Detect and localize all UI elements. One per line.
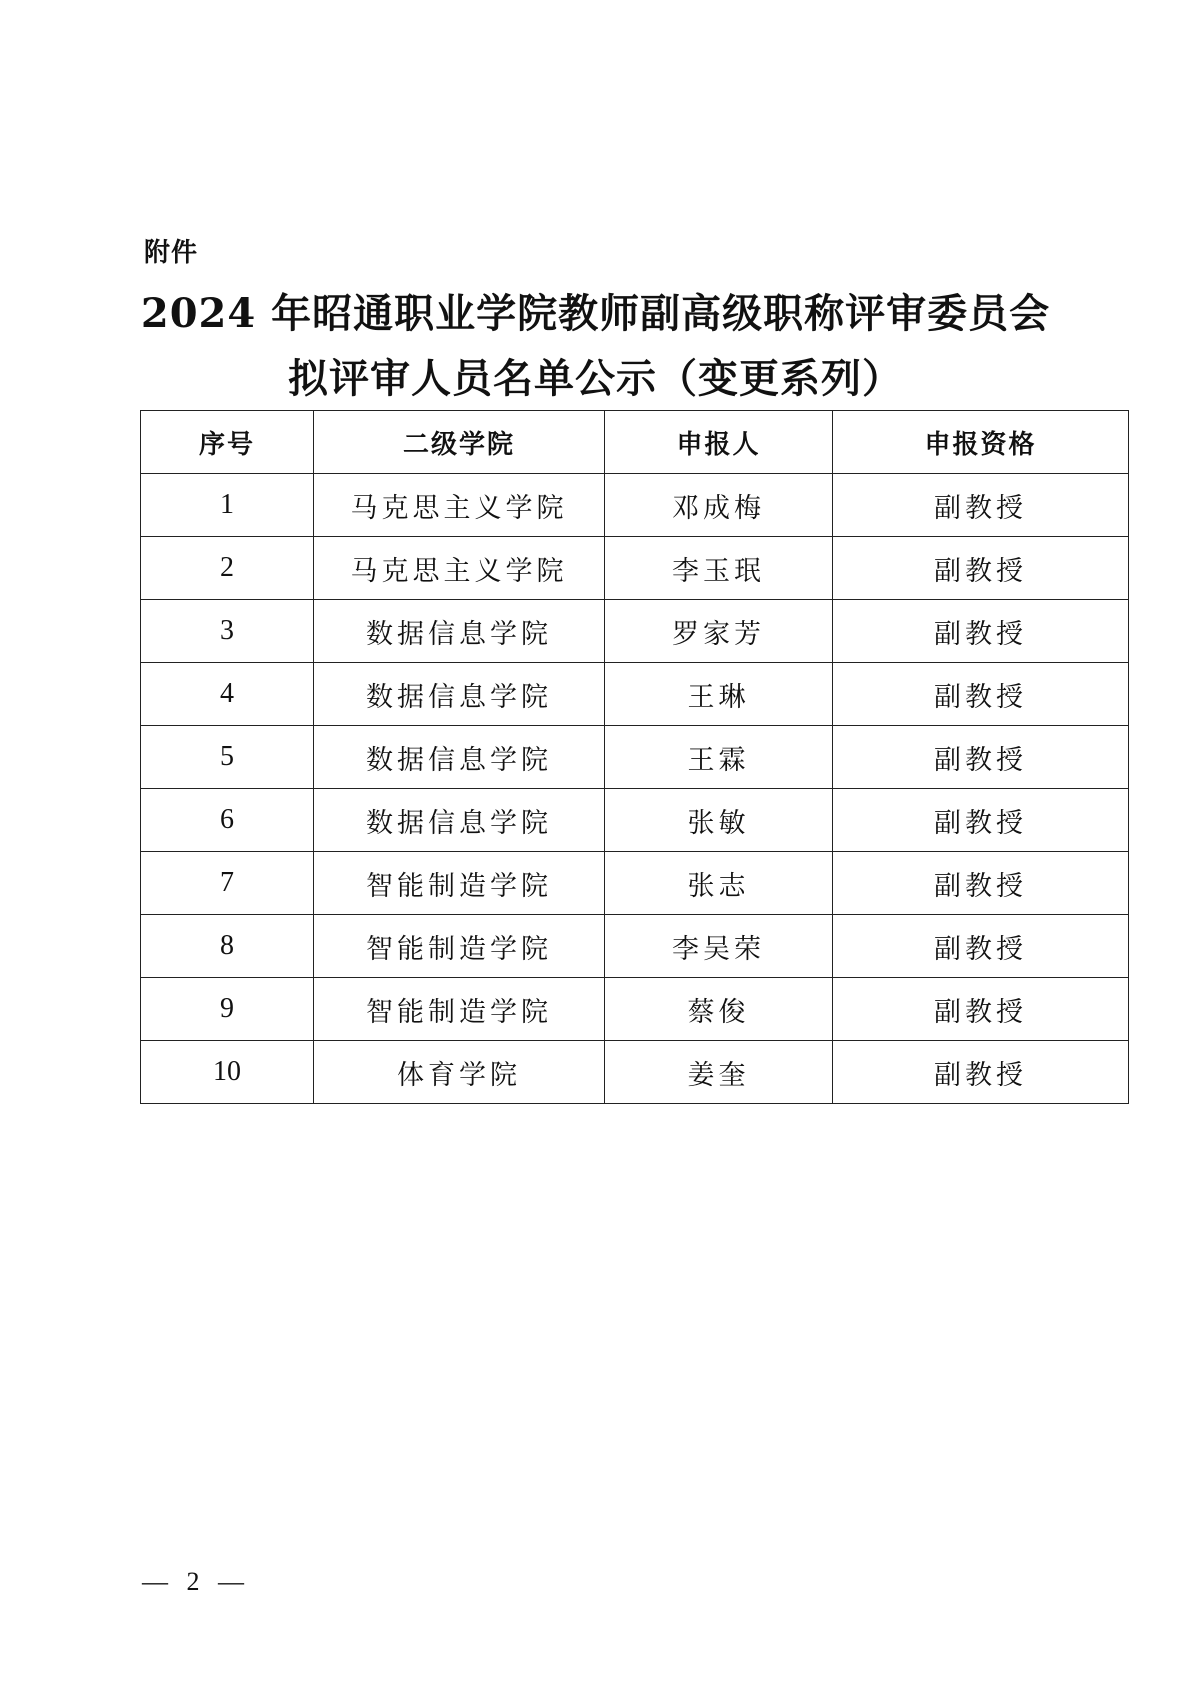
- table-row: [141, 663, 1129, 726]
- cell-serial-number: 8: [141, 915, 314, 978]
- document-title-line-1: 2024 年昭通职业学院教师副高级职称评审委员会: [140, 290, 1051, 337]
- table-header-row: [141, 411, 1129, 474]
- cell-qualification: 副教授: [833, 1041, 1129, 1104]
- cell-applicant: 罗家芳: [605, 600, 833, 663]
- cell-serial-number: 9: [141, 978, 314, 1041]
- header-serial-number: 序号: [141, 411, 314, 474]
- cell-college: 体育学院: [314, 1041, 605, 1104]
- cell-college: 数据信息学院: [314, 663, 605, 726]
- cell-qualification: 副教授: [833, 852, 1129, 915]
- table-row: [141, 726, 1129, 789]
- cell-college: 数据信息学院: [314, 726, 605, 789]
- attachment-label: 附件: [144, 238, 199, 268]
- cell-college: 智能制造学院: [314, 915, 605, 978]
- table-row: [141, 852, 1129, 915]
- cell-serial-number: 5: [141, 726, 314, 789]
- cell-qualification: 副教授: [833, 600, 1129, 663]
- cell-applicant: 王琳: [605, 663, 833, 726]
- cell-qualification: 副教授: [833, 915, 1129, 978]
- cell-college: 数据信息学院: [314, 789, 605, 852]
- header-applicant: 申报人: [605, 411, 833, 474]
- table-row: [141, 978, 1129, 1041]
- table-row: [141, 600, 1129, 663]
- document-title-line-2: 拟评审人员名单公示（变更系列）: [288, 355, 903, 402]
- cell-serial-number: 7: [141, 852, 314, 915]
- cell-serial-number: 6: [141, 789, 314, 852]
- cell-serial-number: 2: [141, 537, 314, 600]
- cell-college: 智能制造学院: [314, 852, 605, 915]
- cell-serial-number: 3: [141, 600, 314, 663]
- candidate-table: [140, 410, 1129, 1104]
- cell-applicant: 张敏: [605, 789, 833, 852]
- cell-applicant: 张志: [605, 852, 833, 915]
- cell-applicant: 王霖: [605, 726, 833, 789]
- cell-qualification: 副教授: [833, 537, 1129, 600]
- cell-applicant: 邓成梅: [605, 474, 833, 537]
- cell-applicant: 李吴荣: [605, 915, 833, 978]
- table-row: [141, 915, 1129, 978]
- cell-applicant: 蔡俊: [605, 978, 833, 1041]
- cell-qualification: 副教授: [833, 726, 1129, 789]
- cell-serial-number: 4: [141, 663, 314, 726]
- cell-qualification: 副教授: [833, 663, 1129, 726]
- cell-serial-number: 10: [141, 1041, 314, 1104]
- cell-college: 数据信息学院: [314, 600, 605, 663]
- page-number: — 2 —: [142, 1567, 250, 1596]
- cell-applicant: 李玉珉: [605, 537, 833, 600]
- table-row: [141, 789, 1129, 852]
- table-row: [141, 537, 1129, 600]
- cell-qualification: 副教授: [833, 789, 1129, 852]
- header-college: 二级学院: [314, 411, 605, 474]
- cell-serial-number: 1: [141, 474, 314, 537]
- cell-college: 马克思主义学院: [314, 537, 605, 600]
- table-row: [141, 1041, 1129, 1104]
- table-row: [141, 474, 1129, 537]
- cell-applicant: 姜奎: [605, 1041, 833, 1104]
- cell-qualification: 副教授: [833, 474, 1129, 537]
- header-qualification: 申报资格: [833, 411, 1129, 474]
- cell-college: 马克思主义学院: [314, 474, 605, 537]
- cell-college: 智能制造学院: [314, 978, 605, 1041]
- cell-qualification: 副教授: [833, 978, 1129, 1041]
